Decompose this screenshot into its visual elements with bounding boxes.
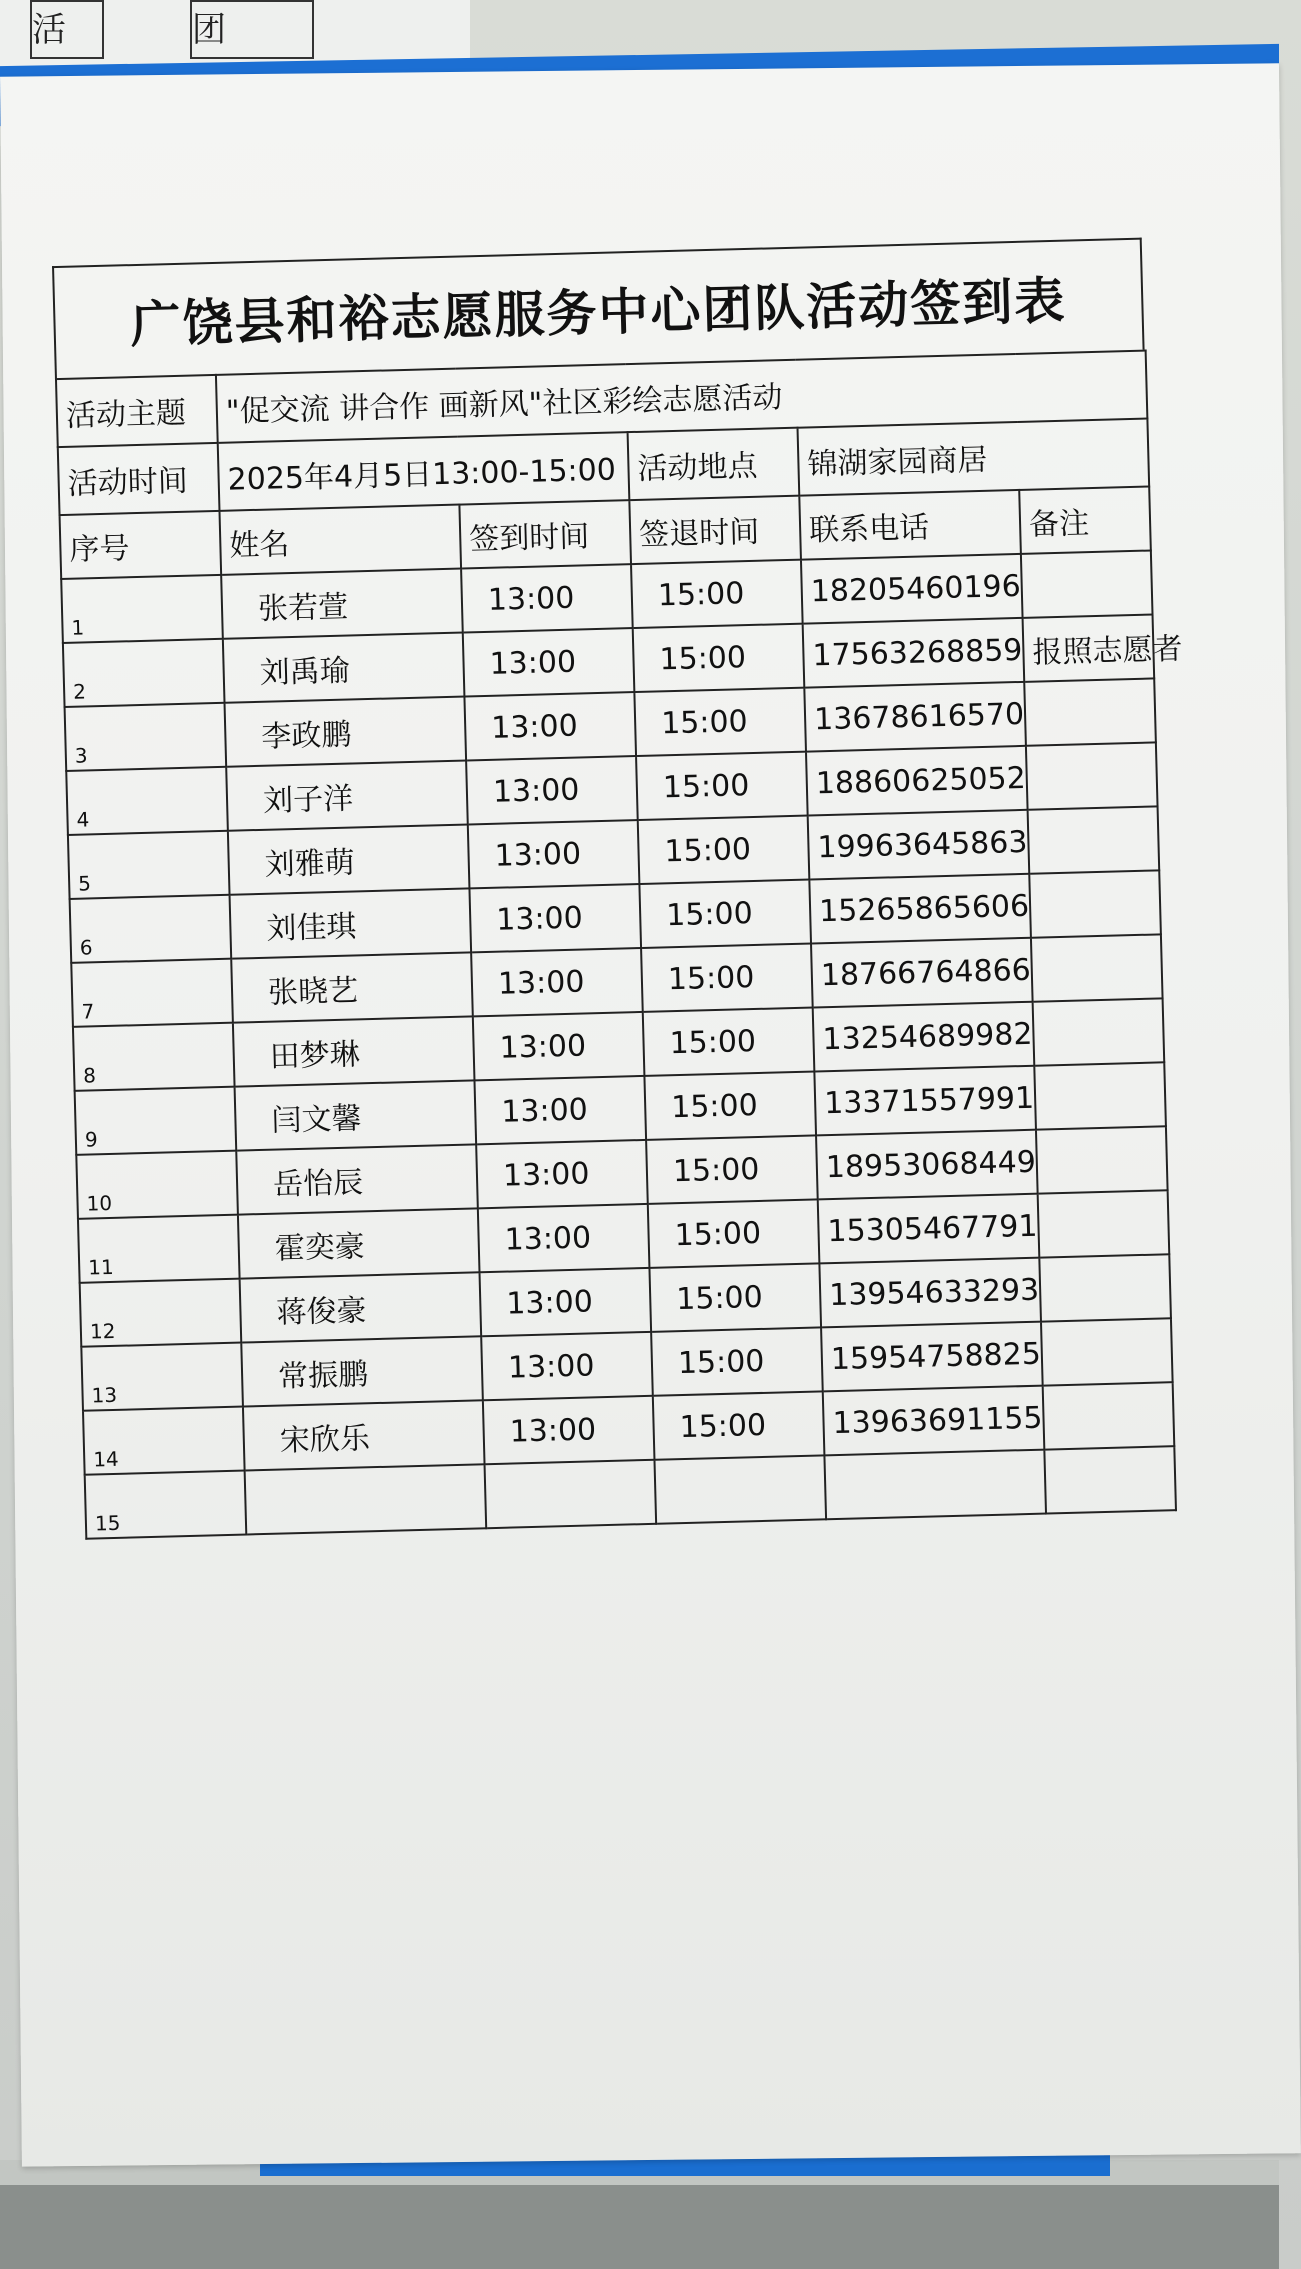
row-name: 宋欣乐	[243, 1400, 485, 1470]
row-sign-in-time: 13:00	[466, 756, 638, 824]
header-phone: 联系电话	[799, 490, 1021, 560]
desk-edge	[0, 2185, 1279, 2269]
row-sign-out-time: 15:00	[643, 1008, 815, 1076]
row-note	[1034, 1062, 1166, 1129]
row-sign-in-time: 13:00	[483, 1396, 655, 1464]
time-label: 活动时间	[58, 443, 220, 515]
row-sign-in-time: 13:00	[474, 1076, 646, 1144]
row-number: 15	[85, 1471, 247, 1539]
row-name: 田梦琳	[233, 1016, 475, 1086]
row-sign-in-time: 13:00	[473, 1012, 645, 1080]
row-note	[1026, 742, 1158, 809]
row-phone: 19963645863	[808, 810, 1030, 880]
row-note	[1029, 870, 1161, 937]
row-sign-in-time: 13:00	[464, 692, 636, 760]
row-phone: 15305467791	[818, 1194, 1040, 1264]
row-number: 14	[83, 1407, 245, 1475]
underlying-paper-text: 团	[192, 10, 226, 50]
row-sign-out-time: 15:00	[649, 1263, 821, 1331]
row-note	[1033, 998, 1165, 1065]
row-name: 岳怡辰	[236, 1144, 478, 1214]
row-phone: 15954758825	[821, 1322, 1043, 1392]
row-number: 13	[81, 1343, 243, 1411]
row-number: 6	[70, 895, 232, 963]
row-sign-out-time: 15:00	[651, 1327, 823, 1395]
underlying-paper-cell	[190, 0, 314, 59]
row-phone: 13678616570	[804, 682, 1026, 752]
row-sign-in-time: 13:00	[481, 1332, 653, 1400]
header-sign-in: 签到时间	[459, 500, 631, 568]
row-sign-in-time: 13:00	[469, 884, 641, 952]
row-sign-in-time: 13:00	[461, 564, 633, 632]
row-name: 李政鹏	[225, 697, 467, 767]
row-sign-out-time: 15:00	[634, 688, 806, 756]
row-note	[1043, 1382, 1175, 1449]
row-note	[1039, 1254, 1171, 1321]
row-phone: 15265865606	[809, 874, 1031, 944]
row-phone: 18766764866	[811, 938, 1033, 1008]
row-sign-out-time: 15:00	[636, 752, 808, 820]
form-title: 广饶县和裕志愿服务中心团队活动签到表	[52, 238, 1145, 378]
paper-sheet	[0, 63, 1301, 2166]
row-sign-out-time: 15:00	[631, 560, 803, 628]
row-number: 8	[73, 1023, 235, 1091]
row-name	[245, 1464, 487, 1534]
row-note	[1038, 1190, 1170, 1257]
row-sign-out-time	[654, 1455, 826, 1523]
row-phone: 13254689982	[813, 1002, 1035, 1072]
row-sign-out-time: 15:00	[653, 1391, 825, 1459]
row-name: 蒋俊豪	[240, 1272, 482, 1342]
header-seq: 序号	[60, 511, 222, 579]
row-phone	[824, 1450, 1046, 1520]
topic-label: 活动主题	[56, 375, 218, 447]
row-number: 11	[78, 1215, 240, 1283]
row-phone: 18860625052	[806, 746, 1028, 816]
row-name: 刘禹瑜	[223, 633, 465, 703]
sign-in-table	[55, 350, 1183, 1540]
row-note	[1036, 1126, 1168, 1193]
row-number: 10	[76, 1151, 238, 1219]
row-sign-out-time: 15:00	[641, 944, 813, 1012]
row-note	[1021, 550, 1153, 617]
row-phone: 13954633293	[819, 1258, 1041, 1328]
row-number: 7	[71, 959, 233, 1027]
row-note	[1041, 1318, 1173, 1385]
header-name: 姓名	[219, 505, 461, 575]
row-sign-in-time: 13:00	[463, 628, 635, 696]
row-number: 9	[75, 1087, 237, 1155]
row-name: 刘子洋	[226, 760, 468, 830]
row-sign-out-time: 15:00	[633, 624, 805, 692]
row-name: 刘佳琪	[230, 888, 472, 958]
row-phone: 18953068449	[816, 1130, 1038, 1200]
row-note	[1044, 1446, 1176, 1513]
row-sign-in-time: 13:00	[480, 1268, 652, 1336]
topic-value: "促交流 讲合作 画新风"社区彩绘志愿活动	[216, 351, 1148, 443]
row-sign-out-time: 15:00	[648, 1199, 820, 1267]
row-name: 闫文馨	[235, 1080, 477, 1150]
row-note: 报照志愿者	[1023, 614, 1155, 681]
row-note	[1031, 934, 1163, 1001]
sign-in-form	[52, 238, 1183, 1540]
row-number: 4	[66, 767, 228, 835]
underlying-paper-cell	[30, 0, 104, 59]
header-note: 备注	[1019, 487, 1151, 554]
row-phone: 13963691155	[823, 1386, 1045, 1456]
row-name: 常振鹏	[241, 1336, 483, 1406]
row-number: 12	[80, 1279, 242, 1347]
row-number: 3	[65, 703, 227, 771]
row-note	[1024, 678, 1156, 745]
underlying-paper-text: 活	[32, 10, 66, 50]
row-sign-in-time: 13:00	[468, 820, 640, 888]
row-sign-out-time: 15:00	[644, 1071, 816, 1139]
location-label: 活动地点	[628, 428, 800, 500]
header-sign-out: 签退时间	[629, 496, 801, 564]
row-sign-out-time: 15:00	[646, 1135, 818, 1203]
row-number: 5	[68, 831, 230, 899]
row-phone: 13371557991	[814, 1066, 1036, 1136]
row-name: 刘雅萌	[228, 824, 470, 894]
row-sign-out-time: 15:00	[639, 880, 811, 948]
row-phone: 18205460196	[801, 554, 1023, 624]
location-value: 锦湖家园商居	[798, 419, 1150, 496]
row-phone: 17563268859	[803, 618, 1025, 688]
row-name: 霍奕豪	[238, 1208, 480, 1278]
row-name: 张若萱	[221, 569, 463, 639]
row-note	[1028, 806, 1160, 873]
row-name: 张晓艺	[231, 952, 473, 1022]
row-sign-in-time	[485, 1460, 657, 1528]
row-number: 1	[61, 575, 223, 643]
row-sign-in-time: 13:00	[478, 1204, 650, 1272]
time-value: 2025年4月5日13:00-15:00	[218, 432, 630, 511]
row-sign-out-time: 15:00	[638, 816, 810, 884]
row-sign-in-time: 13:00	[476, 1140, 648, 1208]
row-sign-in-time: 13:00	[471, 948, 643, 1016]
row-number: 2	[63, 639, 225, 707]
